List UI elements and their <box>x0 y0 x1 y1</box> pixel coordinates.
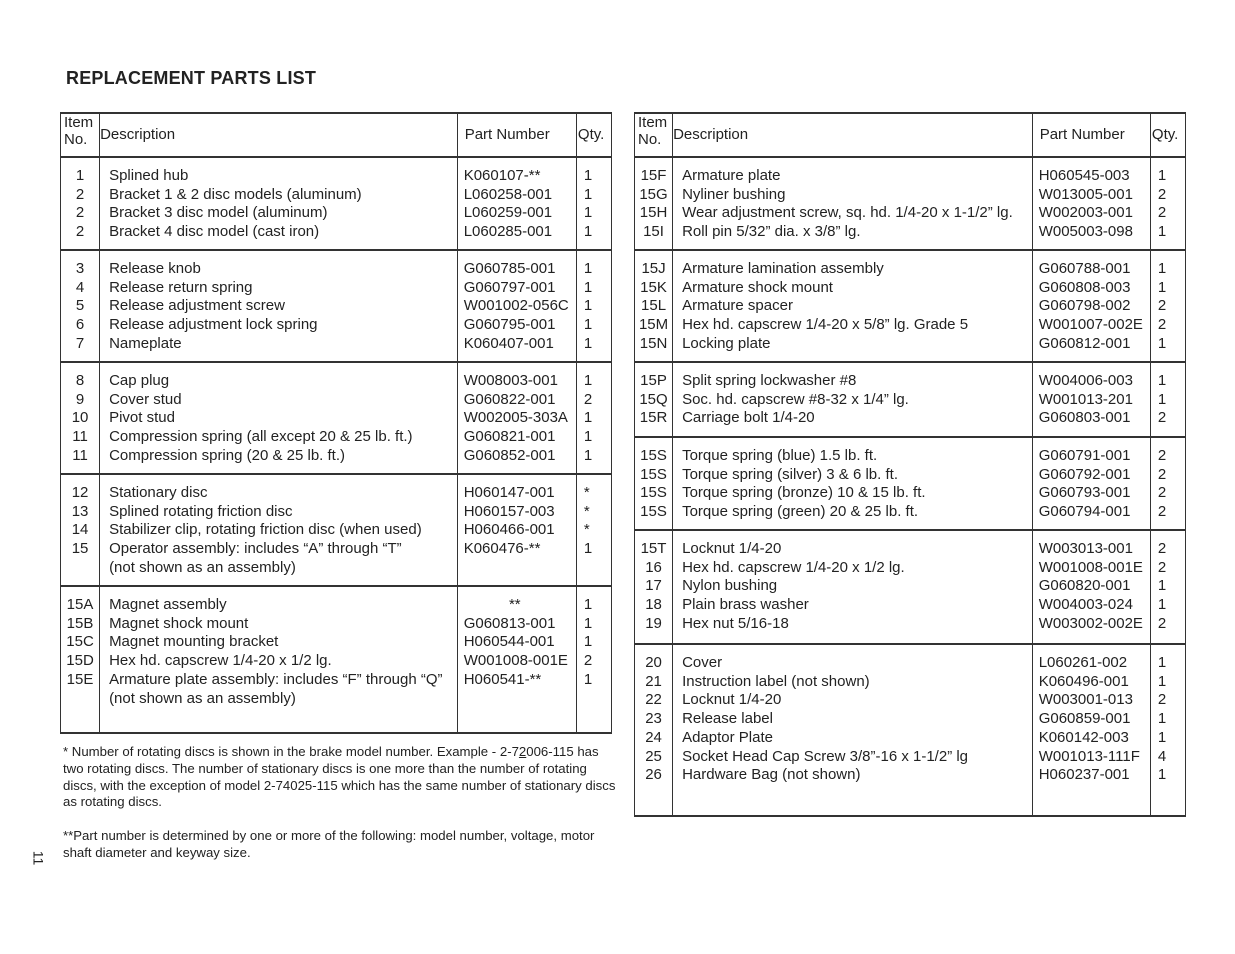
table-row <box>61 586 612 733</box>
item-no-text: 15N <box>639 334 668 352</box>
item-no-text: 15T <box>640 540 667 557</box>
description-text: Carriage bolt 1/4-20 <box>682 409 815 427</box>
item-no-text: 13 <box>71 502 89 520</box>
description-text: Nylon bushing <box>682 577 778 595</box>
item-no-text: 12 <box>71 484 89 501</box>
description-text: Magnet assembly <box>109 596 227 613</box>
part-number-text: K060142-003 <box>1038 728 1129 746</box>
header-description: Description <box>673 113 1033 157</box>
part-number-cell <box>1032 437 1150 530</box>
qty-text: 2 <box>583 390 593 408</box>
qty-text: 1 <box>1157 390 1167 408</box>
item-no-text: 15I <box>643 223 664 241</box>
item-no-cell <box>61 250 100 362</box>
qty-cell <box>1150 250 1185 362</box>
item-no-text: 4 <box>75 278 85 296</box>
description-text: Bracket 1 & 2 disc models (aluminum) <box>109 185 362 203</box>
qty-text: 2 <box>1157 204 1167 222</box>
item-no-text: 11 <box>72 446 88 464</box>
part-number-cell <box>1032 644 1150 816</box>
qty-text: 1 <box>1157 596 1167 614</box>
description-cell <box>673 530 1033 644</box>
description-text: Stationary disc <box>109 484 208 501</box>
qty-cell <box>1150 644 1185 816</box>
qty-text: 2 <box>1157 540 1167 557</box>
part-number-text: W001008-001E <box>463 652 568 670</box>
parts-group <box>635 644 1186 816</box>
qty-text <box>584 559 611 578</box>
description-cell <box>673 437 1033 530</box>
item-no-text: 19 <box>645 614 662 632</box>
description-text: Armature lamination assembly <box>682 260 884 277</box>
description-text: Compression spring (all except 20 & 25 lb. ft.) <box>109 428 413 446</box>
qty-text: 1 <box>1157 278 1167 296</box>
qty-text: 1 <box>583 167 593 184</box>
table-row <box>635 530 1186 644</box>
part-number-text: K060496-001 <box>1038 672 1129 690</box>
part-number-text: W002003-001 <box>1038 204 1133 222</box>
description-text: (not shown as an assembly) <box>109 558 296 576</box>
qty-text: 1 <box>583 316 593 334</box>
qty-text: 2 <box>583 652 593 670</box>
qty-text: 1 <box>583 278 593 296</box>
footnote-rotating-discs: * Number of rotating discs is shown in the brake model number. Example - 2-72006-115 has two rotating discs. The number of stationary discs is one more than the number of rotating discs, with the exception of model 2-74025-115 which has the same number of stationary discs as rotating discs. <box>63 744 616 810</box>
part-number-text: W001007-002E <box>1038 316 1143 334</box>
part-number-text: K060107-** <box>463 167 541 184</box>
qty-text: 2 <box>1157 447 1167 464</box>
part-number-text: L060261-002 <box>1038 654 1128 671</box>
item-no-text: 11 <box>72 428 88 446</box>
part-number-text: G060822-001 <box>463 390 556 408</box>
part-number-text: W004006-003 <box>1038 372 1133 389</box>
qty-text: 4 <box>1157 747 1167 765</box>
part-number-text: G060798-002 <box>1038 297 1131 315</box>
table-row <box>61 474 612 586</box>
item-no-text: 15S <box>640 447 667 464</box>
description-text: Torque spring (bronze) 10 & 15 lb. ft. <box>682 484 926 502</box>
description-text: Armature spacer <box>682 297 793 315</box>
item-no-text: 15P <box>640 372 667 389</box>
header-qty: Qty. <box>1150 113 1185 157</box>
qty-cell <box>576 474 611 586</box>
description-text: Torque spring (blue) 1.5 lb. ft. <box>682 447 878 464</box>
part-number-text: G060821-001 <box>463 428 556 446</box>
item-no-cell <box>635 362 673 437</box>
qty-text: 2 <box>1157 614 1167 632</box>
part-number-text: H060466-001 <box>463 521 555 539</box>
description-text: Torque spring (green) 20 & 25 lb. ft. <box>682 503 919 521</box>
parts-group <box>61 250 612 362</box>
parts-group <box>635 250 1186 362</box>
part-number-cell <box>457 362 576 474</box>
qty-text: * <box>583 502 590 520</box>
qty-text: 1 <box>583 540 593 558</box>
table-header-row <box>635 113 1186 157</box>
item-no-text: 23 <box>645 710 662 728</box>
part-number-text: H060541-** <box>463 670 542 688</box>
part-number-text <box>464 690 576 709</box>
description-text: Cover stud <box>109 390 182 408</box>
item-no-text: 7 <box>75 334 85 352</box>
description-cell <box>100 362 458 474</box>
qty-cell <box>576 157 611 250</box>
qty-text: 1 <box>1157 372 1167 389</box>
item-no-text: 2 <box>75 223 85 241</box>
parts-group <box>635 437 1186 530</box>
part-number-text: H060157-003 <box>463 502 555 520</box>
qty-text: 1 <box>583 596 593 613</box>
part-number-text: G060852-001 <box>463 446 556 464</box>
description-text: Release knob <box>109 260 201 277</box>
part-number-text: G060812-001 <box>1038 334 1131 352</box>
qty-text: 1 <box>583 223 593 241</box>
part-number-text: L060285-001 <box>463 223 553 241</box>
item-no-text: 6 <box>75 316 85 334</box>
item-no-text: 8 <box>75 372 85 389</box>
part-number-cell <box>1032 530 1150 644</box>
item-no-text: 15M <box>638 316 669 334</box>
description-text: Stabilizer clip, rotating friction disc (when used) <box>109 521 422 539</box>
description-text: Locknut 1/4-20 <box>682 691 782 709</box>
item-no-text: 9 <box>75 390 85 408</box>
page-title: REPLACEMENT PARTS LIST <box>66 68 317 88</box>
description-cell <box>100 474 458 586</box>
part-number-text: G060797-001 <box>463 278 556 296</box>
qty-text: 1 <box>1157 654 1167 671</box>
item-no-text: 15S <box>640 465 667 483</box>
part-number-text <box>464 559 576 578</box>
right-parts-table <box>634 112 1186 817</box>
item-no-text: 2 <box>75 204 85 222</box>
part-number-cell <box>1032 157 1150 250</box>
item-no-text: 15Q <box>639 390 668 408</box>
parts-group <box>61 586 612 733</box>
part-number-text: W002005-303A <box>463 409 568 427</box>
qty-text: 1 <box>583 446 593 464</box>
description-text: Hex hd. capscrew 1/4-20 x 5/8” lg. Grade 5 <box>682 316 969 334</box>
qty-text: 1 <box>1157 577 1167 595</box>
qty-cell <box>1150 157 1185 250</box>
qty-text: 1 <box>583 428 593 446</box>
qty-text: 1 <box>583 260 593 277</box>
qty-text: * <box>583 484 590 501</box>
item-no-text <box>61 690 99 709</box>
description-text: Operator assembly: includes “A” through “T” <box>109 540 402 558</box>
description-text: Adaptor Plate <box>682 728 773 746</box>
description-text: Bracket 4 disc model (cast iron) <box>109 223 320 241</box>
item-no-cell <box>635 437 673 530</box>
header-qty: Qty. <box>576 113 611 157</box>
description-text: Nameplate <box>109 334 182 352</box>
description-text: Compression spring (20 & 25 lb. ft.) <box>109 446 345 464</box>
item-no-cell <box>635 530 673 644</box>
part-number-text: G060795-001 <box>463 316 556 334</box>
description-text: Hex hd. capscrew 1/4-20 x 1/2 lg. <box>682 558 905 576</box>
description-cell <box>673 157 1033 250</box>
qty-cell <box>576 362 611 474</box>
description-cell <box>100 250 458 362</box>
description-text: Magnet shock mount <box>109 614 249 632</box>
description-text: Splined hub <box>109 167 189 184</box>
qty-cell <box>1150 437 1185 530</box>
description-text: Pivot stud <box>109 409 175 427</box>
item-no-text: 15C <box>66 633 94 651</box>
description-text: Nyliner bushing <box>682 185 786 203</box>
description-text: Split spring lockwasher #8 <box>682 372 857 389</box>
description-text: Wear adjustment screw, sq. hd. 1/4-20 x 1-1/2” lg. <box>682 204 1013 222</box>
description-text: Armature plate <box>682 167 781 184</box>
qty-text: 1 <box>1157 223 1167 241</box>
description-text: (not shown as an assembly) <box>109 689 296 707</box>
qty-text: 2 <box>1157 185 1167 203</box>
part-number-text: G060859-001 <box>1038 710 1131 728</box>
qty-text: 1 <box>583 297 593 315</box>
qty-cell <box>1150 530 1185 644</box>
header-part-number: Part Number <box>457 113 576 157</box>
item-no-text: 15B <box>66 614 94 632</box>
description-text: Hex hd. capscrew 1/4-20 x 1/2 lg. <box>109 652 332 670</box>
item-no-cell <box>61 362 100 474</box>
qty-text: * <box>583 521 590 539</box>
description-text: Cap plug <box>109 372 170 389</box>
part-number-text: G060820-001 <box>1038 577 1131 595</box>
item-no-cell <box>61 586 100 733</box>
description-text: Release label <box>682 710 773 728</box>
table-row <box>61 250 612 362</box>
table-row <box>635 362 1186 437</box>
qty-text: 1 <box>583 409 593 427</box>
item-no-text: 14 <box>71 521 89 539</box>
qty-cell <box>1150 362 1185 437</box>
qty-cell <box>576 586 611 733</box>
description-text: Splined rotating friction disc <box>109 502 293 520</box>
item-no-text: 16 <box>645 558 662 576</box>
item-no-text: 15K <box>640 278 667 296</box>
part-number-text: W003013-001 <box>1038 540 1133 557</box>
part-number-text: W001013-111F <box>1038 747 1140 765</box>
qty-text: 1 <box>1157 728 1167 746</box>
parts-group <box>635 157 1186 250</box>
description-text: Release return spring <box>109 278 253 296</box>
qty-text: 2 <box>1157 465 1167 483</box>
item-no-cell <box>61 157 100 250</box>
description-text: Bracket 3 disc model (aluminum) <box>109 204 328 222</box>
description-text: Locking plate <box>682 334 771 352</box>
part-number-text: W004003-024 <box>1038 596 1133 614</box>
part-number-text: K060476-** <box>463 540 541 558</box>
page-number: 11 <box>30 850 47 866</box>
item-no-text: 21 <box>645 672 662 690</box>
description-text: Cover <box>682 654 723 671</box>
qty-text: 1 <box>583 204 593 222</box>
description-text: Release adjustment screw <box>109 297 285 315</box>
header-description: Description <box>100 113 458 157</box>
description-text: Torque spring (silver) 3 & 6 lb. ft. <box>682 465 898 483</box>
qty-text: 1 <box>583 334 593 352</box>
qty-text: 2 <box>1157 484 1167 502</box>
part-number-text: G060813-001 <box>463 614 556 632</box>
table-row <box>635 437 1186 530</box>
description-text: Hardware Bag (not shown) <box>682 766 861 784</box>
qty-text: 1 <box>583 670 593 688</box>
parts-group <box>61 362 612 474</box>
description-text: Plain brass washer <box>682 596 809 614</box>
header-item-no: Item No. <box>61 113 100 157</box>
description-text: Instruction label (not shown) <box>682 672 870 690</box>
header-part-number: Part Number <box>1032 113 1150 157</box>
table-row <box>635 157 1186 250</box>
footnote-part-number: **Part number is determined by one or more of the following: model number, voltage, motor shaft diameter and keyway size. <box>63 828 595 860</box>
part-number-text: W001008-001E <box>1038 558 1143 576</box>
qty-text: 2 <box>1157 691 1167 709</box>
part-number-text: K060407-001 <box>463 334 554 352</box>
part-number-text: L060259-001 <box>463 204 553 222</box>
part-number-text: H060237-001 <box>1038 766 1130 784</box>
item-no-text: 15L <box>641 297 667 315</box>
description-cell <box>673 644 1033 816</box>
item-no-cell <box>61 474 100 586</box>
item-no-text: 15S <box>640 503 667 521</box>
qty-text: 2 <box>1157 558 1167 576</box>
qty-text: 1 <box>583 372 593 389</box>
left-parts-table <box>60 112 612 734</box>
table-row <box>635 250 1186 362</box>
qty-text: 2 <box>1157 297 1167 315</box>
qty-text: 1 <box>1157 710 1167 728</box>
part-number-text: H060544-001 <box>463 633 555 651</box>
item-no-text: 17 <box>645 577 662 595</box>
part-number-cell <box>1032 362 1150 437</box>
part-number-text: G060788-001 <box>1038 260 1131 277</box>
part-number-cell <box>457 586 576 733</box>
description-text: Roll pin 5/32” dia. x 3/8” lg. <box>682 223 861 241</box>
part-number-text: ** <box>508 596 521 613</box>
item-no-text: 20 <box>645 654 662 671</box>
description-cell <box>673 250 1033 362</box>
item-no-cell <box>635 250 673 362</box>
part-number-text: H060545-003 <box>1038 167 1130 184</box>
item-no-text: 15H <box>639 204 668 222</box>
part-number-text: W003002-002E <box>1038 614 1143 632</box>
part-number-text: W008003-001 <box>463 372 558 389</box>
part-number-text: H060147-001 <box>463 484 555 501</box>
item-no-text: 26 <box>645 766 662 784</box>
qty-text: 1 <box>583 614 593 632</box>
table-row <box>61 157 612 250</box>
header-item-no: Item No. <box>635 113 673 157</box>
part-number-text: W005003-098 <box>1038 223 1133 241</box>
description-text: Locknut 1/4-20 <box>682 540 782 557</box>
part-number-cell <box>1032 250 1150 362</box>
item-no-cell <box>635 157 673 250</box>
item-no-text: 15J <box>641 260 666 277</box>
parts-group <box>635 362 1186 437</box>
part-number-text: W013005-001 <box>1038 185 1133 203</box>
qty-text: 1 <box>1157 167 1167 184</box>
part-number-text: W001013-201 <box>1038 390 1133 408</box>
qty-text: 1 <box>1157 260 1167 277</box>
qty-text: 1 <box>1157 334 1167 352</box>
item-no-text: 25 <box>645 747 662 765</box>
qty-text: 1 <box>583 185 593 203</box>
description-text: Hex nut 5/16-18 <box>682 614 789 632</box>
item-no-text <box>61 559 99 578</box>
item-no-text: 1 <box>75 167 85 184</box>
item-no-text: 24 <box>645 728 662 746</box>
item-no-text: 3 <box>75 260 85 277</box>
part-number-cell <box>457 157 576 250</box>
qty-text: 1 <box>1157 672 1167 690</box>
item-no-text: 22 <box>645 691 662 709</box>
description-text: Soc. hd. capscrew #8-32 x 1/4” lg. <box>682 390 909 408</box>
item-no-text: 15A <box>66 596 94 613</box>
table-row <box>635 644 1186 816</box>
description-cell <box>100 157 458 250</box>
part-number-cell <box>457 250 576 362</box>
qty-text: 2 <box>1157 409 1167 427</box>
description-cell <box>673 362 1033 437</box>
item-no-text: 15D <box>66 652 94 670</box>
part-number-text: W001002-056C <box>463 297 569 315</box>
table-header-row <box>61 113 612 157</box>
item-no-text: 15E <box>66 670 94 688</box>
part-number-cell <box>457 474 576 586</box>
item-no-text: 2 <box>75 185 85 203</box>
qty-text: 1 <box>1157 766 1167 784</box>
part-number-text: G060792-001 <box>1038 465 1131 483</box>
qty-text: 1 <box>583 633 593 651</box>
qty-text: 2 <box>1157 316 1167 334</box>
description-text: Armature plate assembly: includes “F” through “Q” <box>109 670 443 688</box>
part-number-text: W003001-013 <box>1038 691 1133 709</box>
part-number-text: G060808-003 <box>1038 278 1131 296</box>
part-number-text: G060785-001 <box>463 260 556 277</box>
parts-group <box>635 530 1186 644</box>
description-text: Socket Head Cap Screw 3/8”-16 x 1-1/2” lg <box>682 747 969 765</box>
table-row <box>61 362 612 474</box>
item-no-text: 15G <box>639 185 668 203</box>
part-number-text: G060794-001 <box>1038 503 1131 521</box>
parts-group <box>61 474 612 586</box>
description-text: Armature shock mount <box>682 278 833 296</box>
part-number-text: G060791-001 <box>1038 447 1131 464</box>
part-number-text: G060793-001 <box>1038 484 1131 502</box>
description-text: Release adjustment lock spring <box>109 316 318 334</box>
item-no-text: 15R <box>639 409 668 427</box>
item-no-text: 15F <box>640 167 667 184</box>
item-no-text: 5 <box>75 297 85 315</box>
qty-text: 2 <box>1157 503 1167 521</box>
item-no-cell <box>635 644 673 816</box>
qty-text <box>584 690 611 709</box>
item-no-text: 15 <box>71 540 89 558</box>
item-no-text: 15S <box>640 484 667 502</box>
item-no-text: 18 <box>645 596 662 614</box>
parts-group <box>61 157 612 250</box>
part-number-text: L060258-001 <box>463 185 553 203</box>
item-no-text: 10 <box>71 409 89 427</box>
qty-cell <box>576 250 611 362</box>
part-number-text: G060803-001 <box>1038 409 1131 427</box>
description-cell <box>100 586 458 733</box>
description-text: Magnet mounting bracket <box>109 633 279 651</box>
